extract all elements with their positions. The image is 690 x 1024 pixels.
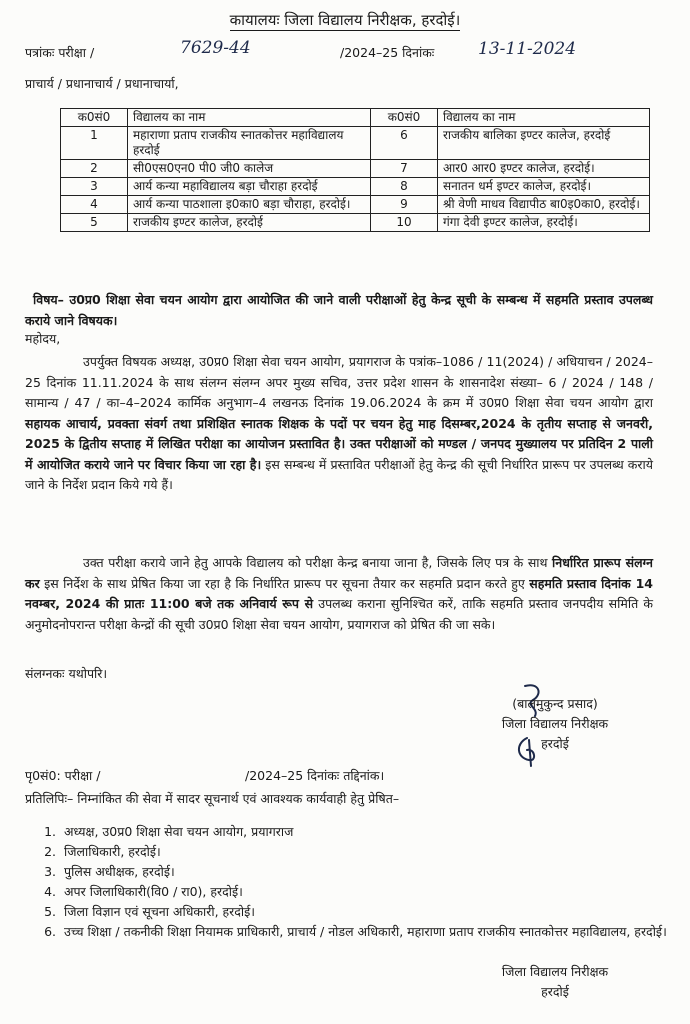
cell-school: आर0 आर0 इण्टर कालेज, हरदोई। (438, 160, 650, 178)
signatory-name: (बालमुकुन्द प्रसाद) (512, 696, 598, 711)
body-paragraph-2 (25, 553, 653, 635)
cell-school: राजकीय इण्टर कालेज, हरदोई (128, 214, 371, 232)
paragraph-1-bold: सहायक आचार्य, प्रवक्ता संवर्ग तथा प्रशिक्षित स्नातक शिक्षक के पदों पर चयन हेतु माह दिसम्बर,2024 के तृतीय सप्ताह से जनवरी, 2025 के द्वितीय सप्ताह में लिखित परीक्षा का आयोजन प्रस्तावित है। उक्त परीक्षाओं को मण्डल / जनपद मुख्यालय पर प्रतिदिन 2 पाली में आयोजित कराये जाने पर विचार किया जा रहा है। (25, 415, 653, 472)
table-header-row (61, 109, 650, 127)
cell-school: सी0एस0एन0 पी0 जी0 कालेज (128, 160, 371, 178)
copy-intro: प्रतिलिपिः– निम्नांकित की सेवा में सादर सूचनार्थ एवं आवश्यक कार्यवाही हेतु प्रेषित– (25, 791, 400, 806)
enclosure-line: संलग्नकः यथोपरि। (25, 666, 108, 681)
list-item: 6. उच्च शिक्षा / तकनीकी शिक्षा नियामक प्राधिकारी, प्राचार्य / नोडल अधिकारी, महाराणा प्रताप राजकीय स्नातकोत्तर महाविद्यालय, हरदोई। (60, 922, 690, 942)
cell-school: आर्य कन्या पाठशाला इ0का0 बड़ा चौराहा, हरदोई। (128, 196, 371, 214)
cell-sno: 4 (61, 196, 128, 214)
cell-sno: 7 (371, 160, 438, 178)
footer-signature-block (470, 962, 640, 1002)
schools-table (60, 108, 650, 232)
body-paragraph-1 (25, 352, 653, 496)
reference-label: पत्रांकः परीक्षा / (25, 45, 95, 60)
reference-number-handwritten: 7629-44 (180, 38, 251, 58)
cell-school: राजकीय बालिका इण्टर कालेज, हरदोई (438, 127, 650, 160)
cell-school: गंगा देवी इण्टर कालेज, हरदोई। (438, 214, 650, 232)
table-row (61, 178, 650, 196)
col-header-school-2: विद्यालय का नाम (438, 109, 650, 127)
table-row (61, 214, 650, 232)
reference-year-date-label: /2024–25 दिनांकः (340, 45, 435, 60)
table-row (61, 127, 650, 160)
paragraph-2-bold-a: निर्धारित प्रारूप संलग्न कर (25, 555, 653, 591)
subject-line (25, 290, 653, 331)
signature-block (480, 694, 630, 754)
footer-place: हरदोई (541, 984, 569, 999)
paragraph-1-text-c: इस सम्बन्ध में प्रस्तावित परीक्षाओं हेतु केन्द्र की सूची निर्धारित प्रारूप पर उपलब्ध कराये जाने के निर्देश प्रदान किये गये हैं। (25, 456, 653, 492)
cell-sno: 10 (371, 214, 438, 232)
copy-recipient-list (30, 822, 690, 942)
list-item: 2. जिलाधिकारी, हरदोई। (60, 842, 690, 862)
paragraph-2-bold-b: सहमति प्रस्ताव दिनांक 14 नवम्बर, 2024 की प्रातः 11:00 बजे तक अनिवार्य रूप से (25, 575, 653, 611)
paragraph-2-text-c: इस निर्देश के साथ प्रेषित किया जा रहा है कि निर्धारित प्रारूप पर सूचना तैयार कर सहमति प्रदान करते हुए (44, 575, 525, 591)
col-header-sno-1: क0सं0 (61, 109, 128, 127)
copy-reference-date: /2024–25 दिनांकः तद्दिनांक। (245, 768, 385, 783)
cell-school: सनातन धर्म इण्टर कालेज, हरदोई। (438, 178, 650, 196)
date-handwritten: 13-11-2024 (478, 39, 577, 59)
addressee: प्राचार्य / प्रधानाचार्य / प्रधानाचार्या, (25, 76, 179, 91)
cell-sno: 1 (61, 127, 128, 160)
subject-label: विषय– (33, 292, 64, 307)
copy-reference-label: पृ0सं0: परीक्षा / (25, 768, 101, 783)
list-item: 3. पुलिस अधीक्षक, हरदोई। (60, 862, 690, 882)
paragraph-1-text-a: उपर्युक्त विषयक अध्यक्ष, उ0प्र0 शिक्षा सेवा चयन आयोग, प्रयागराज के पत्रांक–1086 / 11(2024) / अधियाचन / 2024–25 दिनांक 11.11.2024 के साथ संलग्न संलग्न अपर मुख्य सचिव, उत्तर प्रदेश शासन के शासनादेश संख्या– 6 / 2024 / 148 / सामान्य / 47 / का–4–2024 कार्मिक अनुभाग–4 लखनऊ दिनांक 19.06.2024 के क्रम में उ0प्र0 शिक्षा सेवा चयन आयोग द्वारा (25, 354, 653, 410)
signatory-designation: जिला विद्यालय निरीक्षक (501, 716, 609, 731)
list-item: 5. जिला विज्ञान एवं सूचना अधिकारी, हरदोई। (60, 902, 690, 922)
subject-text: उ0प्र0 शिक्षा सेवा चयन आयोग द्वारा आयोजित की जाने वाली परीक्षाओं हेतु केन्द्र सूची के सम्बन्ध में सहमति प्रस्ताव उपलब्ध कराये जाने विषयक। (25, 292, 653, 328)
salutation: महोदय, (25, 331, 61, 346)
office-title: कायालयः जिला विद्यालय निरीक्षक, हरदोई। (229, 11, 461, 29)
list-item: 4. अपर जिलाधिकारी(वि0 / रा0), हरदोई। (60, 882, 690, 902)
cell-school: श्री वेणी माधव विद्यापीठ बा0इ0का0, हरदोई। (438, 196, 650, 214)
list-item: 1. अध्यक्ष, उ0प्र0 शिक्षा सेवा चयन आयोग, प्रयागराज (60, 822, 690, 842)
col-header-sno-2: क0सं0 (371, 109, 438, 127)
col-header-school-1: विद्यालय का नाम (128, 109, 371, 127)
cell-sno: 8 (371, 178, 438, 196)
table-row (61, 160, 650, 178)
table-row (61, 196, 650, 214)
cell-sno: 6 (371, 127, 438, 160)
cell-sno: 3 (61, 178, 128, 196)
cell-sno: 5 (61, 214, 128, 232)
paragraph-2-text-e: उपलब्ध कराना सुनिश्चित करें, ताकि सहमति प्रस्ताव जनपदीय समिति के अनुमोदनोपरान्त परीक्षा केन्द्रों की सूची उ0प्र0 शिक्षा सेवा चयन आयोग, प्रयागराज को प्रेषित की जा सके। (25, 596, 653, 632)
footer-designation: जिला विद्यालय निरीक्षक (501, 964, 609, 979)
paragraph-2-text-a: उक्त परीक्षा कराये जाने हेतु आपके विद्यालय को परीक्षा केन्द्र बनाया जाना है, जिसके लिए पत्र के साथ (83, 555, 548, 570)
signatory-place: हरदोई (541, 736, 569, 751)
cell-school: आर्य कन्या महाविद्यालय बड़ा चौराहा हरदोई (128, 178, 371, 196)
cell-sno: 2 (61, 160, 128, 178)
cell-sno: 9 (371, 196, 438, 214)
cell-school: महाराणा प्रताप राजकीय स्नातकोत्तर महाविद्यालय हरदोई (128, 127, 371, 160)
